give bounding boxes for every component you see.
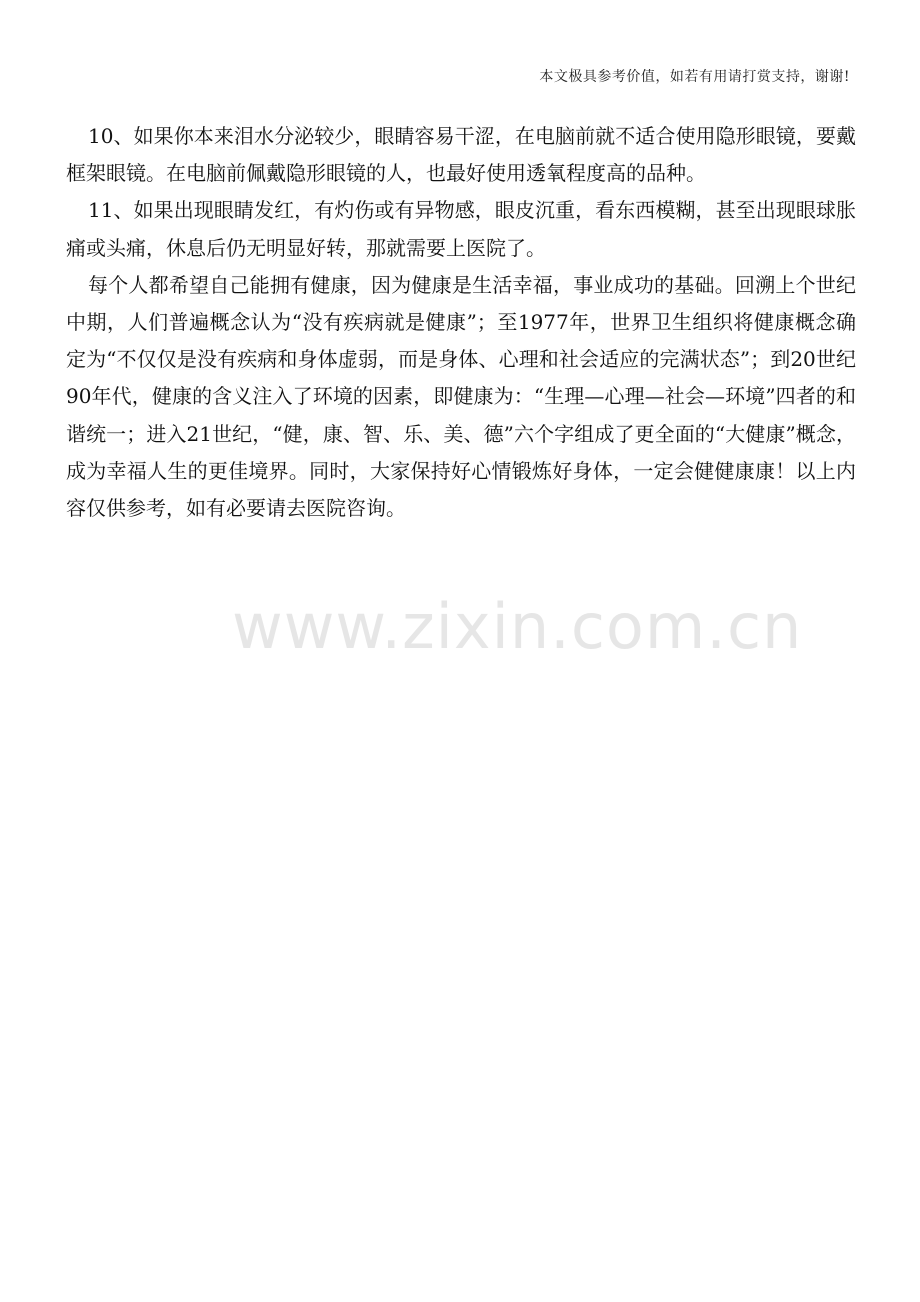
paragraph-tip-10: 10、如果你本来泪水分泌较少，眼睛容易干涩，在电脑前就不适合使用隐形眼镜，要戴框架眼镜。在电脑前佩戴隐形眼镜的人，也最好使用透氧程度高的品种。: [66, 124, 856, 186]
watermark: www.zixin.com.cn: [232, 590, 803, 663]
document-body: [66, 118, 856, 527]
paragraph-health-concept: 每个人都希望自己能拥有健康，因为健康是生活幸福，事业成功的基础。回溯上个世纪中期，人们普遍概念认为“没有疾病就是健康”；至1977年，世界卫生组织将健康概念确定为“不仅仅是没有疾病和身体虚弱，而是身体、心理和社会适应的完满状态”；到20世纪90年代，健康的含义注入了环境的因素，即健康为：“生理—心理—社会—环境”四者的和谐统一；进入21世纪，“健，康、智、乐、美、德”六个字组成了更全面的“大健康”概念，成为幸福人生的更佳境界。同时，大家保持好心情锻炼好身体，一定会健健康康！以上内容仅供参考，如有必要请去医院咨询。: [66, 272, 856, 521]
paragraph-tip-11: 11、如果出现眼睛发红，有灼伤或有异物感，眼皮沉重，看东西模糊，甚至出现眼球胀痛或头痛，休息后仍无明显好转，那就需要上医院了。: [66, 198, 856, 260]
page-header-note: 本文极具参考价值，如若有用请打赏支持，谢谢!: [539, 69, 850, 85]
